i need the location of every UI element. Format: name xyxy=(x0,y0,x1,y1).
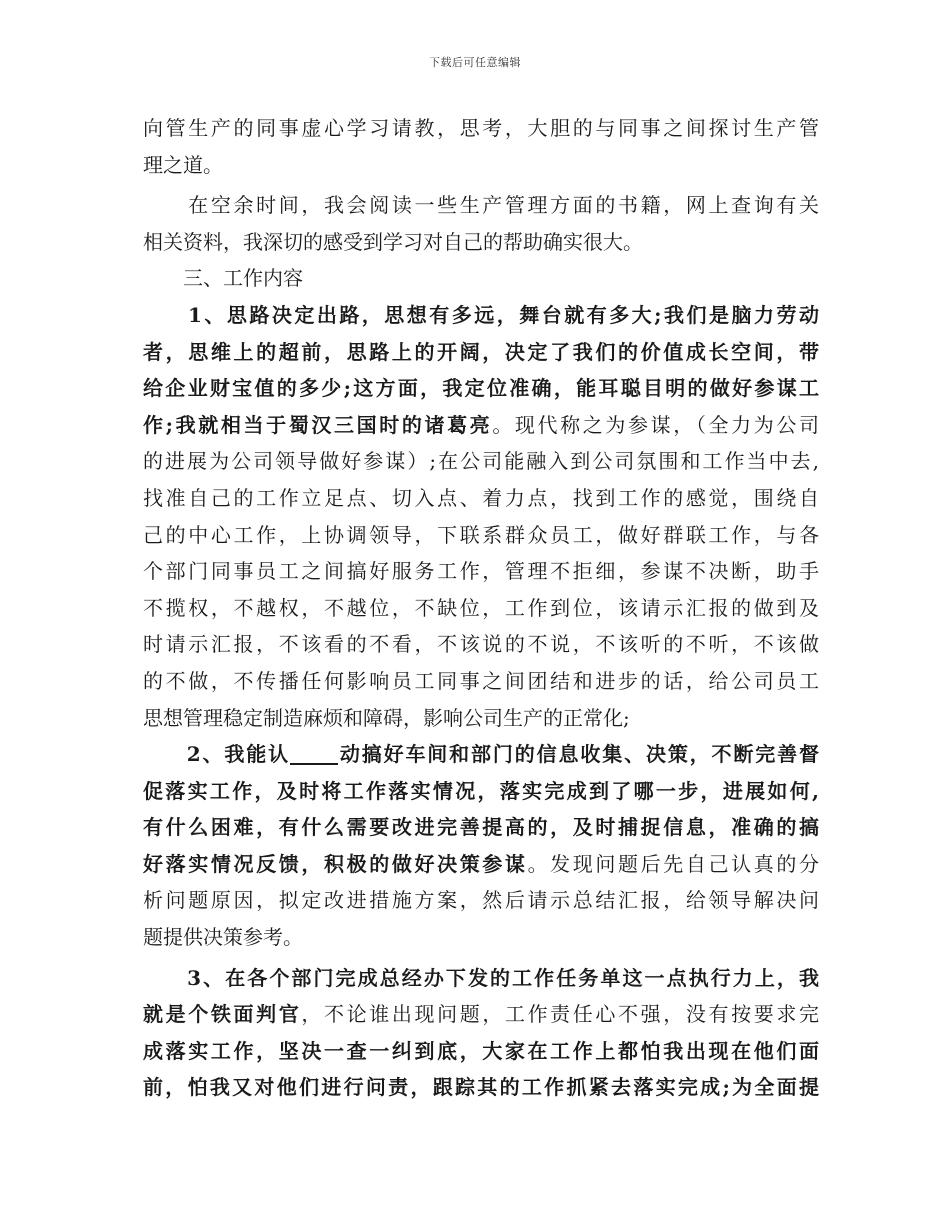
text-line xyxy=(143,1069,819,1106)
bold-text: 有什么困难，有什么需要改进完善提高的，及时捕捉信息，准确的搞 xyxy=(143,815,819,840)
body-text: 思想管理稳定制造麻烦和障碍，影响公司生产的正常化; xyxy=(143,705,630,730)
bold-text: 促落实工作，及时将工作落实情况，落实完成到了哪一步，进展如何, xyxy=(143,778,819,803)
body-text: 析问题原因，拟定改进措施方案，然后请示总结汇报，给领导解决问 xyxy=(143,888,819,913)
body-text: 相关资料，我深切的感受到学习对自己的帮助确实很大。 xyxy=(143,229,643,254)
text-line xyxy=(143,626,819,663)
text-line xyxy=(143,996,819,1033)
bold-text: 给企业财宝值的多少;这方面，我定位准确，能耳聪目明的做好参谋工 xyxy=(143,376,819,401)
body-text: 理之道。 xyxy=(143,152,223,177)
body-text: 向管生产的同事虚心学习请教，思考，大胆的与同事之间探讨生产管 xyxy=(143,116,819,140)
text-line xyxy=(143,370,819,407)
bold-text: 就是个铁面判官 xyxy=(143,1002,302,1027)
text-line xyxy=(143,224,819,261)
text-line xyxy=(143,260,819,297)
bold-text: 3、在各个部门完成总经办下发的工作任务单这一点执行力上，我 xyxy=(143,965,819,990)
text-line xyxy=(143,443,819,480)
fill-in-blank xyxy=(290,743,338,765)
text-line xyxy=(143,590,819,627)
text-line xyxy=(143,919,819,956)
body-text: 在空余时间，我会阅读一些生产管理方面的书籍，网上查询有关 xyxy=(143,193,819,218)
text-line xyxy=(143,773,819,810)
text-line xyxy=(143,110,819,147)
page-header: 下载后可任意编辑 xyxy=(429,56,521,69)
body-text: ，不论谁出现问题，工作责任心不强，没有按要求完 xyxy=(301,1002,820,1027)
body-text: 的进展为公司领导做好参谋）;在公司能融入到公司氛围和工作当中去, xyxy=(143,449,819,474)
bold-text: 2、我能认 xyxy=(143,742,290,767)
body-text: 己的中心工作，上协调领导，下联系群众员工，做好群联工作，与各 xyxy=(143,522,819,547)
body-text: 的不做，不传播任何影响员工同事之间团结和进步的话，给公司员工 xyxy=(143,668,819,693)
text-line xyxy=(143,553,819,590)
text-line xyxy=(143,334,819,371)
body-text: 。发现问题后先自己认真的分 xyxy=(527,851,820,876)
text-line xyxy=(143,407,819,444)
text-line xyxy=(143,846,819,883)
bold-text: 动搞好车间和部门的信息收集、决策，不断完善督 xyxy=(337,742,820,767)
text-line xyxy=(143,297,819,334)
bold-text: 1、思路决定出路，思想有多远，舞台就有多大;我们是脑力劳动 xyxy=(143,302,819,327)
text-line xyxy=(143,147,819,184)
text-line xyxy=(143,736,819,773)
body-text: 找准自己的工作立足点、切入点、着力点，找到工作的感觉，围绕自 xyxy=(143,485,819,510)
body-text: 题提供决策参考。 xyxy=(143,925,303,950)
text-line xyxy=(143,882,819,919)
text-line xyxy=(143,187,819,224)
text-line xyxy=(143,960,819,997)
bold-text: 成落实工作，坚决一查一纠到底，大家在工作上都怕我出现在他们面 xyxy=(143,1038,819,1063)
body-text: 三、工作内容 xyxy=(143,266,303,291)
text-line xyxy=(143,663,819,700)
bold-text: 好落实情况反馈，积极的做好决策参谋 xyxy=(143,851,528,876)
text-line xyxy=(143,1033,819,1070)
bold-text: 作;我就相当于蜀汉三国时的诸葛亮 xyxy=(143,412,493,437)
body-text: 个部门同事员工之间搞好服务工作，管理不拒细，参谋不决断，助手 xyxy=(143,559,819,584)
body-text: 不揽权，不越权，不越位，不缺位，工作到位，该请示汇报的做到及 xyxy=(143,595,819,620)
document-body xyxy=(143,110,819,1106)
body-text: 。现代称之为参谋，（全力为公司 xyxy=(492,412,819,437)
text-line xyxy=(143,480,819,517)
bold-text: 者，思维上的超前，思路上的开阔，决定了我们的价值成长空间，带 xyxy=(143,339,819,364)
text-line xyxy=(143,809,819,846)
bold-text: 前，怕我又对他们进行问责，跟踪其的工作抓紧去落实完成;为全面提 xyxy=(143,1075,819,1100)
text-line xyxy=(143,517,819,554)
text-line xyxy=(143,700,819,737)
body-text: 时请示汇报，不该看的不看，不该说的不说，不该听的不听，不该做 xyxy=(143,632,819,657)
